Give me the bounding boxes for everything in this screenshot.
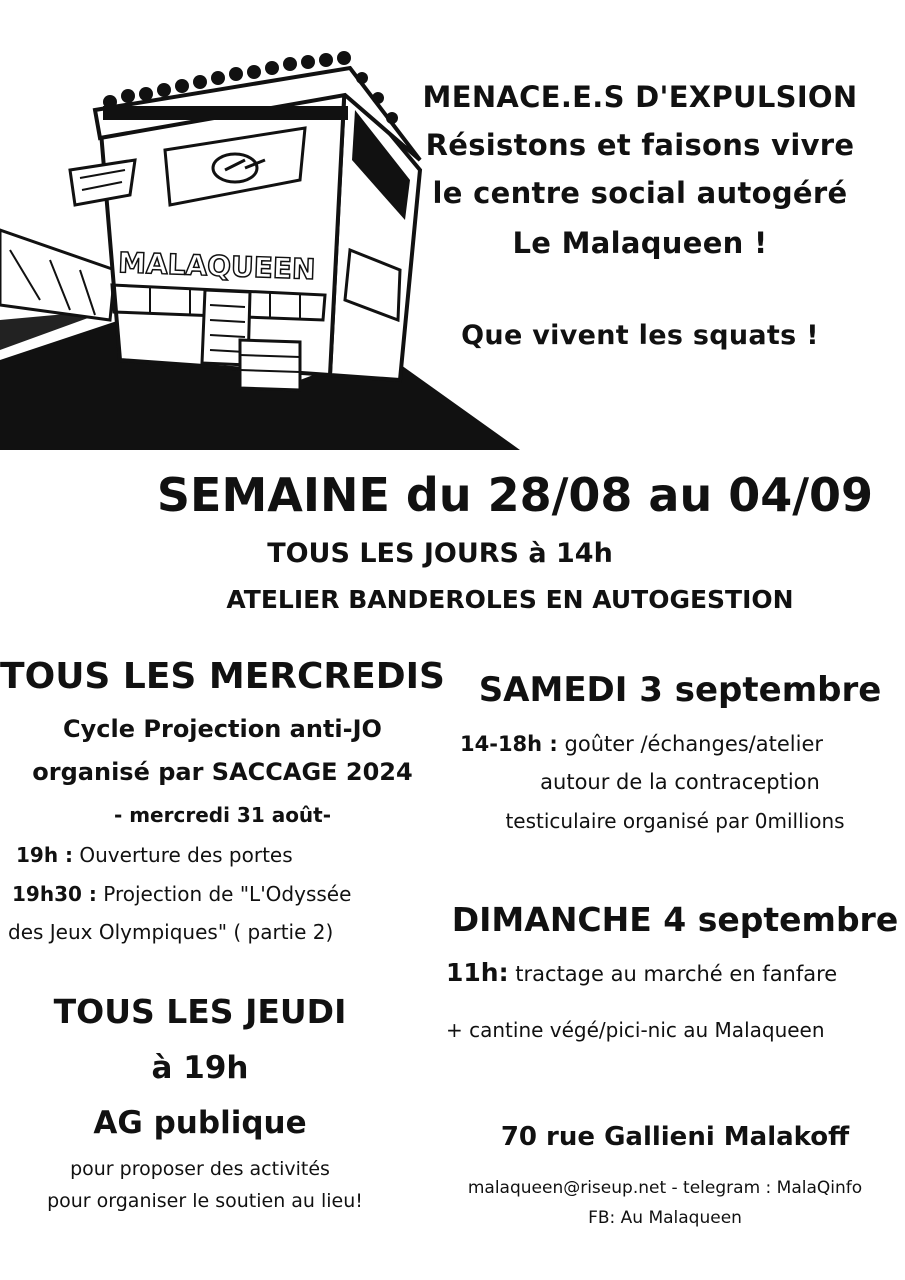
building-sign: MALAQUEEN — [117, 246, 316, 287]
item-time: 19h30 : — [12, 882, 97, 906]
item-text: Projection de "L'Odyssée — [103, 882, 352, 906]
header-line-2: Résistons et faisons vivre — [425, 128, 855, 162]
saturday-text: goûter /échanges/atelier — [564, 732, 824, 756]
contact-line-2: FB: Au Malaqueen — [588, 1208, 742, 1228]
sunday-time: 11h: — [446, 958, 509, 987]
item-time: 19h : — [16, 843, 74, 867]
wednesdays-title: TOUS LES MERCREDIS — [0, 656, 445, 697]
thursdays-desc-2: pour organiser le soutien au lieu! — [47, 1190, 363, 1212]
thursdays-title: TOUS LES JEUDI — [53, 992, 347, 1031]
wednesdays-item-2 — [12, 882, 351, 906]
header-line-1: MENACE.E.S D'EXPULSION — [422, 80, 858, 114]
saturday-line-1 — [460, 732, 823, 756]
wednesdays-line-2: organisé par SACCAGE 2024 — [32, 758, 413, 786]
slogan: Que vivent les squats ! — [461, 320, 819, 351]
thursdays-what: AG publique — [93, 1105, 307, 1141]
wednesdays-item-1 — [16, 843, 293, 867]
saturday-line-3: testiculaire organisé par 0millions — [505, 809, 845, 833]
item-text: Ouverture des portes — [79, 843, 293, 867]
sunday-line-1 — [446, 958, 837, 987]
week-title: SEMAINE du 28/08 au 04/09 — [156, 468, 874, 522]
wednesdays-item-2-cont: des Jeux Olympiques" ( partie 2) — [8, 920, 334, 944]
daily-when: TOUS LES JOURS à 14h — [267, 538, 613, 569]
address: 70 rue Gallieni Malakoff — [500, 1122, 850, 1152]
thursdays-desc-1: pour proposer des activités — [70, 1158, 330, 1180]
wednesdays-date: - mercredi 31 août- — [113, 803, 332, 827]
daily-what: ATELIER BANDEROLES EN AUTOGESTION — [226, 585, 794, 614]
sunday-text: tractage au marché en fanfare — [515, 962, 838, 986]
header-line-3: le centre social autogéré — [432, 176, 848, 210]
header-line-4: Le Malaqueen ! — [512, 226, 768, 260]
sunday-line-2: + cantine végé/pici-nic au Malaqueen — [446, 1018, 825, 1042]
contact-line-1: malaqueen@riseup.net - telegram : MalaQinfo — [467, 1178, 863, 1198]
saturday-title: SAMEDI 3 septembre — [478, 670, 882, 710]
sunday-title: DIMANCHE 4 septembre — [451, 900, 899, 939]
saturday-time: 14-18h : — [460, 732, 558, 756]
hanging-banner — [0, 230, 115, 320]
saturday-line-2: autour de la contraception — [540, 770, 820, 794]
wednesdays-line-1: Cycle Projection anti-JO — [63, 715, 382, 743]
thursdays-time: à 19h — [151, 1050, 249, 1086]
